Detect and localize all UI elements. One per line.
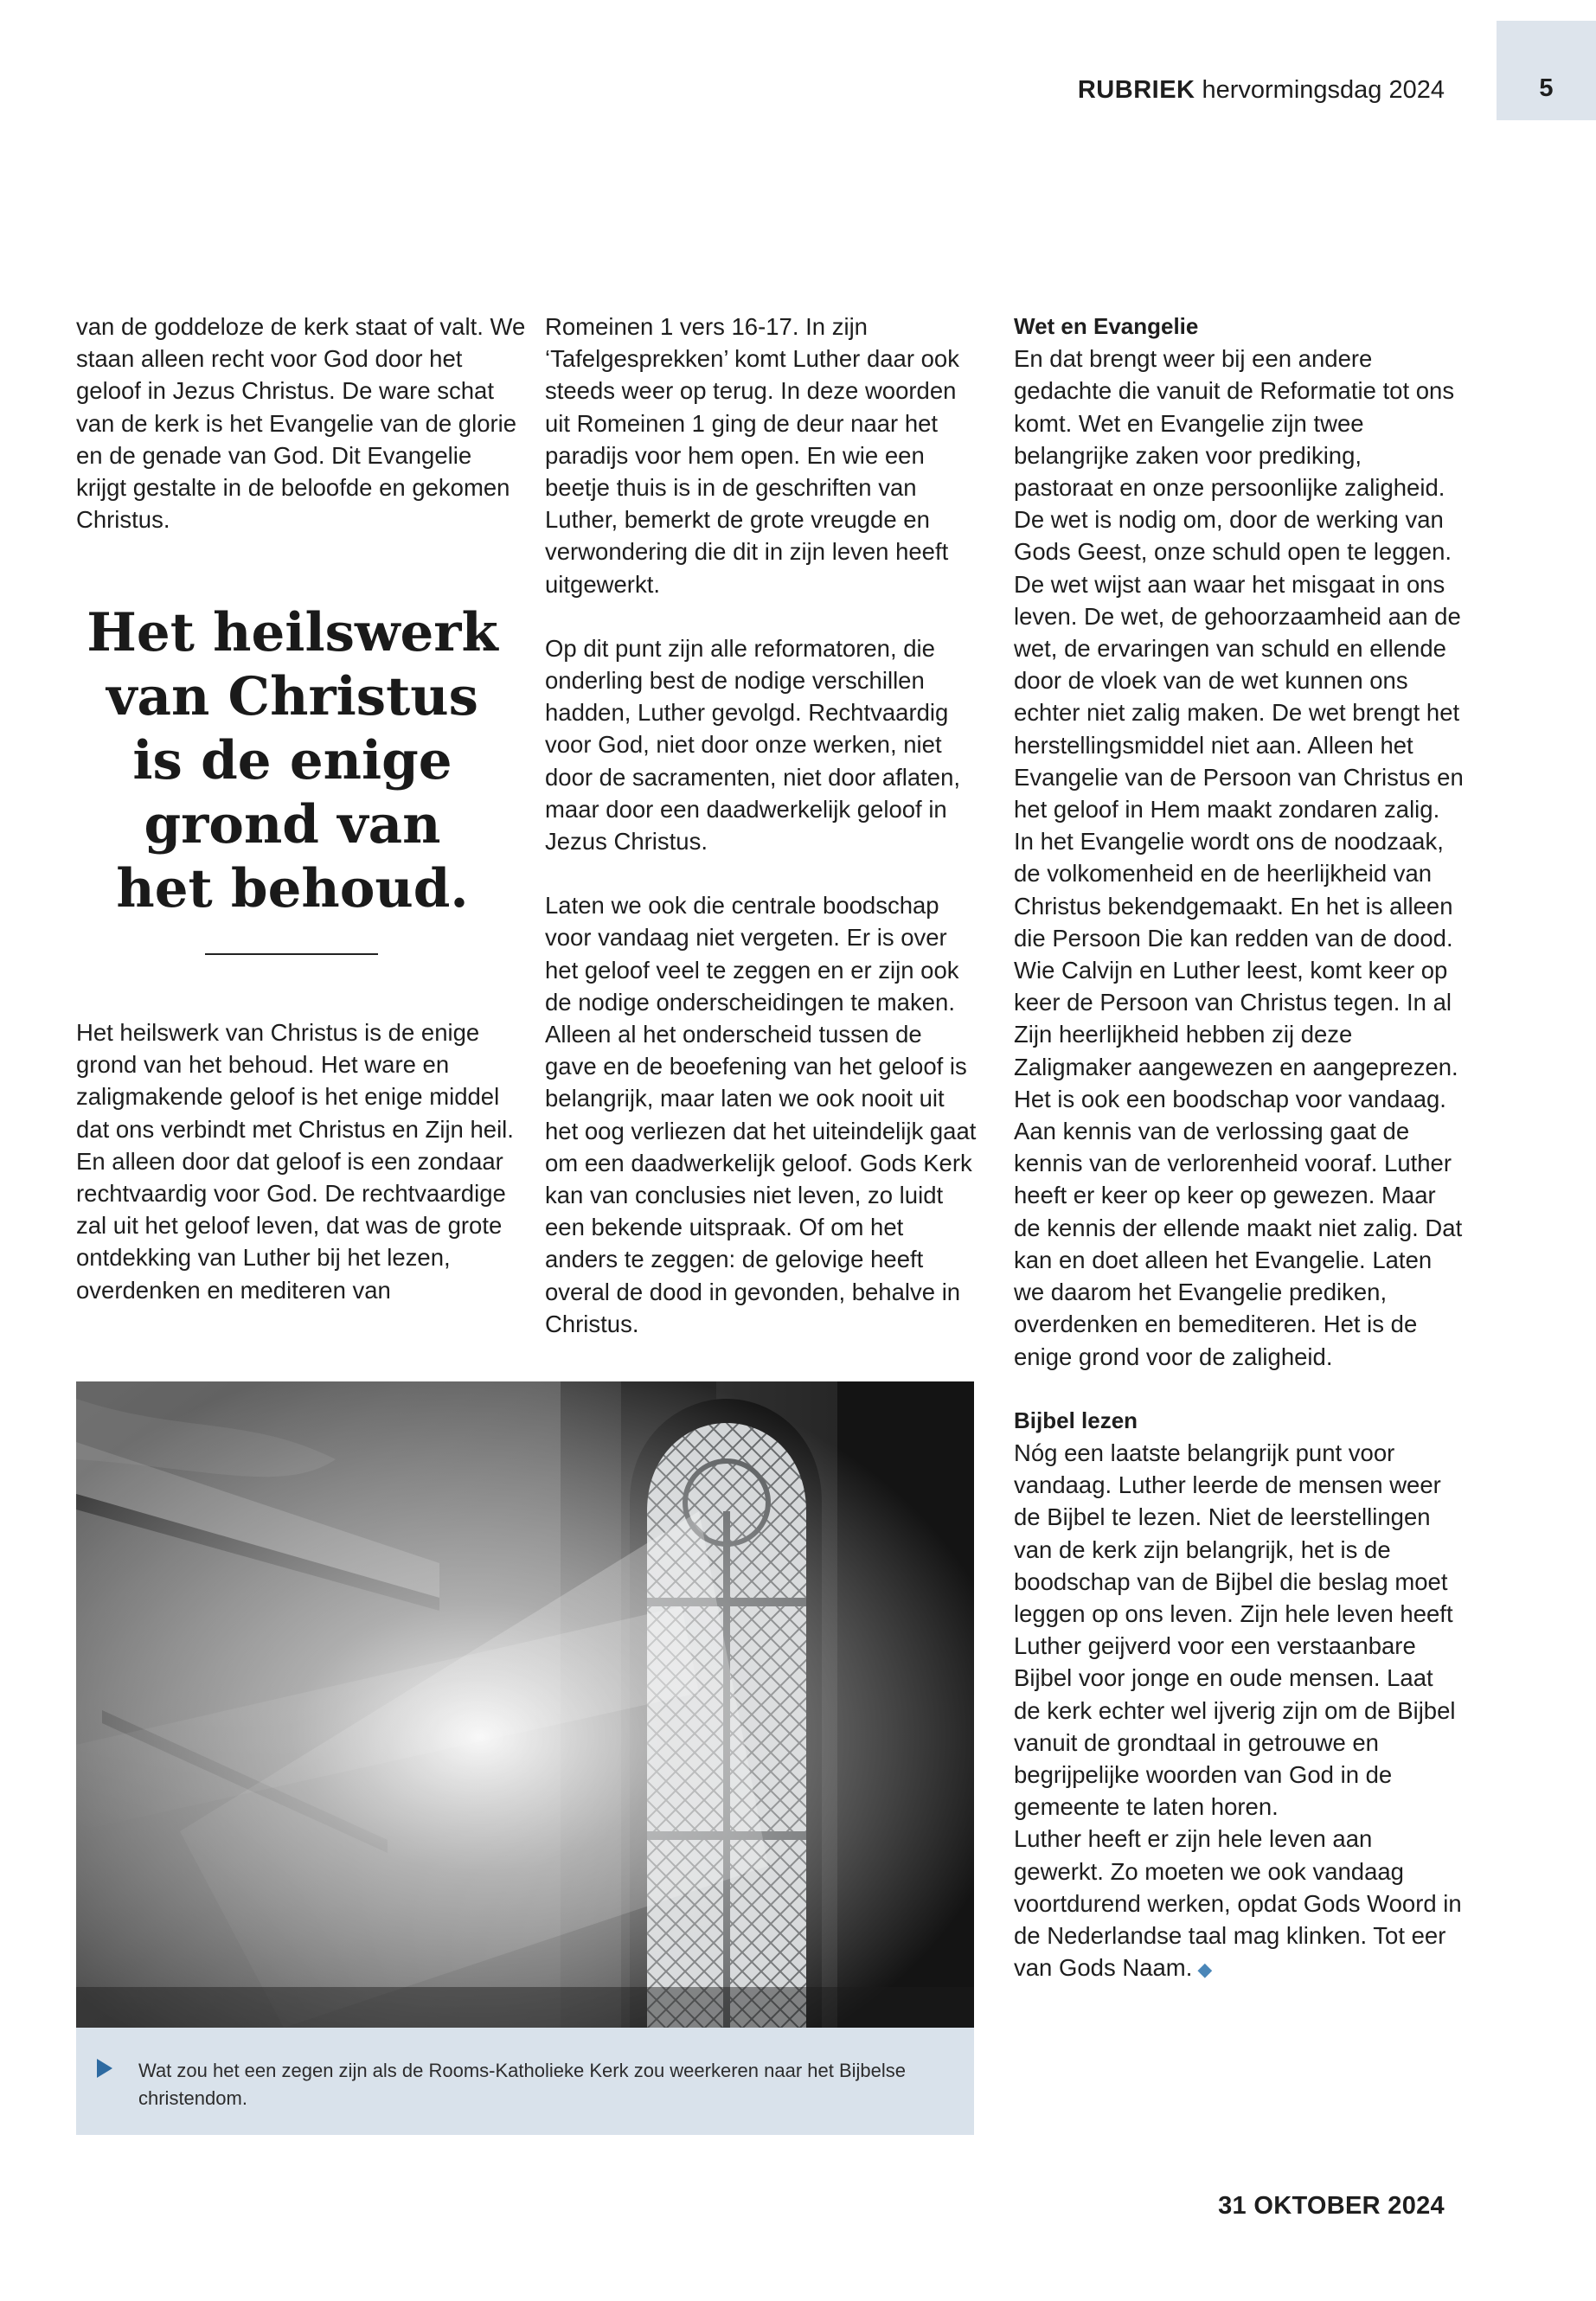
paragraph: Op dit punt zijn alle reformatoren, die onderling best de nodige verschillen hadden, Luther gevolgd. Rechtvaardig voor God, niet door onze werken, niet door de sacramenten, niet door aflaten, maar door een daadwerkelijk geloof in Jezus Christus. [545, 634, 961, 856]
photo-caption [76, 2028, 974, 2135]
pull-quote-divider [205, 953, 378, 955]
page-number-tab [1497, 21, 1596, 120]
subheading-wet-en-evangelie: Wet en Evangelie [1014, 313, 1199, 339]
end-of-article-icon: ◆ [1197, 1958, 1213, 1981]
article-column-1 [76, 311, 526, 1304]
pull-quote-line: van Christus [106, 666, 478, 727]
pull-quote-line: is de enige [132, 730, 452, 792]
paragraph: van de goddeloze de kerk staat of valt. We staan alleen recht voor God door het geloof in Jezus Christus. De ware schat van de kerk is het Evangelie van de glorie en de genade van God. Dit Evangelie krijgt gestalte in de beloofde en gekomen Christus. [76, 313, 526, 534]
church-window-photo [76, 1381, 974, 2028]
section-subtitle: hervormingsdag 2024 [1202, 76, 1445, 104]
paragraph-text: Luther heeft er zijn hele leven aan gewerkt. Zo moeten we ook vandaag voortdurend werken, opdat Gods Woord in de Nederlandse taal mag klinken. Tot eer van Gods Naam. [1014, 1825, 1462, 1982]
pull-quote-line: grond van [144, 794, 441, 856]
article-column-2 [545, 311, 977, 1340]
issue-date: 31 OKTOBER 2024 [1218, 2192, 1445, 2220]
paragraph: Wie Calvijn en Luther leest, komt keer op keer de Persoon van Christus tegen. In al Zijn heerlijkheid hebben zij deze Zaligmaker aangewezen en aangeprezen. Het is ook een boodschap voor vandaag. Aan kennis van de verlossing gaat de kennis van de verlorenheid vooraf. Luther heeft er keer op keer op gewezen. Maar de kennis der ellende maakt niet zalig. Dat kan en doet alleen het Evangelie. Laten we daarom het Evangelie prediken, overdenken en bemediteren. Het is de enige grond voor de zaligheid. [1014, 957, 1463, 1370]
pull-quote [76, 601, 509, 921]
running-header [1078, 76, 1445, 105]
caption-arrow-icon [97, 2059, 112, 2078]
caption-text: Wat zou het een zegen zijn als de Rooms-Katholieke Kerk zou weerkeren naar het Bijbelse christendom. [138, 2060, 907, 2109]
paragraph: Nóg een laatste belangrijk punt voor vandaag. Luther leerde de mensen weer de Bijbel te lezen. Niet de leerstellingen van de kerk zijn belangrijk, het is de boodschap van de Bijbel die beslag moet leggen op ons leven. Zijn hele leven heeft Luther geijverd voor een verstaanbare Bijbel voor jonge en oude mensen. Laat de kerk echter wel ijverig zijn om de Bijbel vanuit de grondtaal in getrouwe en begrijpelijke woorden van God in de gemeente te laten horen. [1014, 1439, 1456, 1821]
closing-paragraph [1014, 1823, 1464, 1985]
paragraph: En dat brengt weer bij een andere gedachte die vanuit de Reformatie tot ons komt. Wet en Evangelie zijn twee belangrijke zaken voor prediking, pastoraat en onze persoonlijke zaligheid. De wet is nodig om, door de werking van Gods Geest, onze schuld open te leggen. De wet wijst aan waar het misgaat in ons leven. De wet, de gehoorzaamheid aan de wet, de ervaringen van schuld en ellende door de vloek van de wet kunnen ons echter niet zalig maken. De wet brengt het herstellingsmiddel niet aan. Alleen het Evangelie van de Persoon van Christus en het geloof in Hem maakt zondaren zalig. In het Evangelie wordt ons de noodzaak, de volkomenheid en de heerlijkheid van Christus bekendgemaakt. En het is alleen die Persoon Die kan redden van de dood. [1014, 345, 1464, 952]
paragraph: Het heilswerk van Christus is de enige grond van het behoud. Het ware en zaligmakende geloof is het enige middel dat ons verbindt met Christus en Zijn heil. En alleen door dat geloof is een zondaar rechtvaardig voor God. De rechtvaardige zal uit het geloof leven, dat was de grote ontdekking van Luther bij het lezen, overdenken en mediteren van [76, 1019, 514, 1304]
paragraph: Laten we ook die centrale boodschap voor vandaag niet vergeten. Er is over het geloof veel te zeggen en er zijn ook de nodige onderscheidingen te maken. Alleen al het onderscheid tussen de gave en de beoefening van het geloof is belangrijk, maar laten we ook nooit uit het oog verliezen dat het uiteindelijk gaat om een daadwerkelijk geloof. Gods Kerk kan van conclusies niet leven, zo luidt een bekende uitspraak. Of om het anders te zeggen: de gelovige heeft overal de dood in gevonden, behalve in Christus. [545, 892, 977, 1337]
section-label: RUBRIEK [1077, 76, 1195, 104]
pull-quote-line: het behoud. [116, 858, 469, 920]
pull-quote-line: Het heilswerk [87, 602, 498, 663]
paragraph-after-quote [76, 1016, 526, 1306]
subheading-bijbel-lezen: Bijbel lezen [1014, 1407, 1138, 1433]
paragraph: Romeinen 1 vers 16-17. In zijn ‘Tafelgesprekken’ komt Luther daar ook steeds weer op terug. In deze woorden uit Romeinen 1 ging de deur naar het paradijs voor hem open. En wie een beetje thuis is in de geschriften van Luther, bemerkt de grote vreugde en verwondering die dit in zijn leven heeft uitgewerkt. [545, 313, 959, 598]
page-number: 5 [1539, 74, 1554, 102]
article-column-3 [1014, 311, 1464, 1985]
